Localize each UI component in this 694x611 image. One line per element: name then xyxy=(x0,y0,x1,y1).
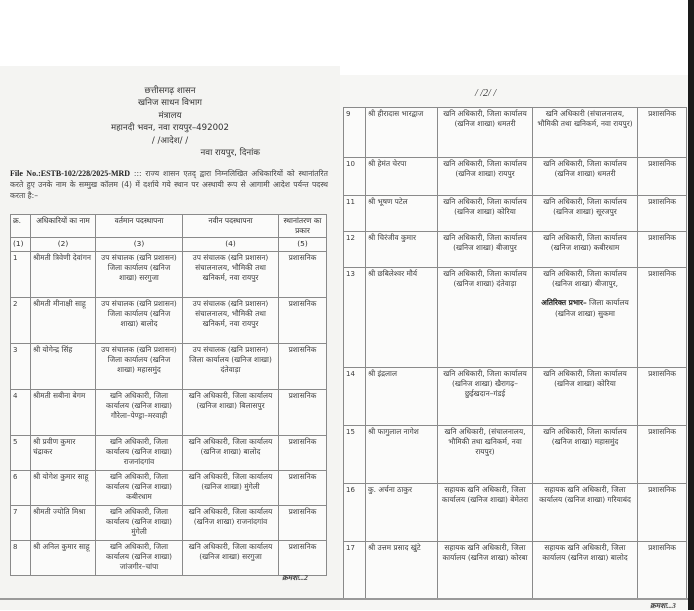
officer-name: श्री फागुलाल नागेश xyxy=(366,426,438,484)
col-number: (1) xyxy=(11,238,31,251)
new-posting: खनि अधिकारी (संचालनालय, भौमिकी तथा खनिकर्म, नवा रायपुर) xyxy=(533,108,638,158)
table-row xyxy=(344,196,687,232)
table-row xyxy=(344,426,687,484)
col-header-serial: क्र. xyxy=(11,215,31,238)
transfer-type: प्रशासनिक xyxy=(638,426,687,484)
page-number: / /2/ / xyxy=(475,88,497,99)
table-row xyxy=(11,540,327,575)
current-posting: खनि अधिकारी, जिला कार्यालय (खनिज शाखा) कबीरधाम xyxy=(96,470,183,505)
file-number: File No.:ESTB-102/228/2025-MRD xyxy=(10,169,131,178)
order-title: / /आदेश/ / xyxy=(151,135,189,146)
table-row xyxy=(11,343,327,389)
new-posting: खनि अधिकारी, जिला कार्यालय (खनिज शाखा) कबीरधाम xyxy=(533,232,638,268)
col-number: (3) xyxy=(96,238,183,251)
transfer-type: प्रशासनिक xyxy=(279,435,327,470)
new-posting: खनि अधिकारी, जिला कार्यालय (खनिज शाखा) महासमुंद xyxy=(533,426,638,484)
current-posting: उप संचालक (खनि प्रशासन) जिला कार्यालय (खनिज शाखा) सरगुजा xyxy=(96,251,183,297)
transfer-type: प्रशासनिक xyxy=(279,251,327,297)
serial-number: 16 xyxy=(344,484,366,542)
col-number: (5) xyxy=(279,238,327,251)
officer-name: कु. अर्चना ठाकुर xyxy=(366,484,438,542)
new-posting: सहायक खनि अधिकारी, जिला कार्यालय (खनिज शाखा) बालोद xyxy=(533,542,638,600)
order-intro xyxy=(10,168,328,201)
serial-number: 11 xyxy=(344,196,366,232)
transfer-type: प्रशासनिक xyxy=(279,389,327,435)
letterhead xyxy=(60,85,280,159)
officer-name: श्री हीरादास भारद्वाज xyxy=(366,108,438,158)
serial-number: 5 xyxy=(11,435,31,470)
col-number: (2) xyxy=(31,238,96,251)
serial-number: 6 xyxy=(11,470,31,505)
officer-name: श्री प्रवीण कुमार चंद्राकर xyxy=(31,435,96,470)
officer-name: श्री भूषण पटेल xyxy=(366,196,438,232)
current-posting: सहायक खनि अधिकारी, जिला कार्यालय (खनिज शाखा) बेमेतरा xyxy=(438,484,533,542)
table-row xyxy=(344,368,687,426)
serial-number: 8 xyxy=(11,540,31,575)
serial-number: 15 xyxy=(344,426,366,484)
officer-name: श्री योगेश कुमार साहू xyxy=(31,470,96,505)
table-row xyxy=(11,297,327,343)
current-posting: उप संचालक (खनि प्रशासन) जिला कार्यालय (खनिज शाखा) महासमुंद xyxy=(96,343,183,389)
officer-name: श्री उत्तम प्रसाद खुंटे xyxy=(366,542,438,600)
table-row xyxy=(11,505,327,540)
date-line: नवा रायपुर, दिनांक xyxy=(200,148,260,159)
col-header-transfer-type: स्थानांतरण का प्रकार xyxy=(279,215,327,238)
table-row xyxy=(11,251,327,297)
transfer-type: प्रशासनिक xyxy=(638,268,687,368)
current-posting: खनि अधिकारी, जिला कार्यालय (खनिज शाखा) धमतरी xyxy=(438,108,533,158)
transfer-type: प्रशासनिक xyxy=(638,368,687,426)
new-posting: खनि अधिकारी, जिला कार्यालय (खनिज शाखा) बालोद xyxy=(183,435,279,470)
new-posting-primary: खनि अधिकारी, जिला कार्यालय (खनिज शाखा) बीजापुर, xyxy=(543,269,627,289)
table-row xyxy=(344,108,687,158)
table-row xyxy=(344,484,687,542)
transfer-table-page-1 xyxy=(10,214,327,576)
transfer-type: प्रशासनिक xyxy=(638,158,687,196)
table-row xyxy=(11,389,327,435)
current-posting: खनि अधिकारी, (संचालनालय, भौमिकी तथा खनिकर्म, नवा रायपुर) xyxy=(438,426,533,484)
current-posting: सहायक खनि अधिकारी, जिला कार्यालय (खनिज शाखा) कोरबा xyxy=(438,542,533,600)
page-bottom-edge xyxy=(0,598,694,600)
transfer-type: प्रशासनिक xyxy=(279,505,327,540)
table-row xyxy=(11,435,327,470)
new-posting: उप संचालक (खनि प्रशासन) जिला कार्यालय (खनिज शाखा) दंतेवाड़ा xyxy=(183,343,279,389)
serial-number: 9 xyxy=(344,108,366,158)
new-posting: उप संचालक (खनि प्रशासन) संचालनालय, भौमिकी तथा खनिकर्म, नवा रायपुर xyxy=(183,251,279,297)
transfer-type: प्रशासनिक xyxy=(638,108,687,158)
government-name: छत्तीसगढ़ शासन xyxy=(144,86,196,96)
officer-name: श्रीमती मीनाक्षी साहू xyxy=(31,297,96,343)
current-posting: खनि अधिकारी, जिला कार्यालय (खनिज शाखा) खैरागढ़–छुईखदान–गंडई xyxy=(438,368,533,426)
table-row xyxy=(344,542,687,600)
serial-number: 17 xyxy=(344,542,366,600)
serial-number: 12 xyxy=(344,232,366,268)
current-posting: खनि अधिकारी, जिला कार्यालय (खनिज शाखा) मुंगेली xyxy=(96,505,183,540)
serial-number: 14 xyxy=(344,368,366,426)
table-row xyxy=(344,268,687,368)
continued-marker: क्रमशः...2 xyxy=(282,573,308,582)
additional-charge-label: अतिरिक्त प्रभार– xyxy=(541,298,587,308)
transfer-type: प्रशासनिक xyxy=(279,343,327,389)
table-header-row xyxy=(11,215,327,238)
address: महानदी भवन, नवा रायपुर–492002 xyxy=(110,123,229,134)
department-name: खनिज साधन विभाग xyxy=(137,98,203,109)
new-posting: खनि अधिकारी, जिला कार्यालय (खनिज शाखा) मुंगेली xyxy=(183,470,279,505)
officer-name: श्रीमती ज्योति मिश्रा xyxy=(31,505,96,540)
new-posting: खनि अधिकारी, जिला कार्यालय (खनिज शाखा) सूरजपुर xyxy=(533,196,638,232)
transfer-type: प्रशासनिक xyxy=(638,196,687,232)
new-posting: खनि अधिकारी, जिला कार्यालय (खनिज शाखा) बिलासपुर xyxy=(183,389,279,435)
officer-name: श्रीमती त्रिवेणी देवांगन xyxy=(31,251,96,297)
col-header-new-posting: नवीन पदस्थापना xyxy=(183,215,279,238)
officer-name: श्रीमती सबीना बेगम xyxy=(31,389,96,435)
serial-number: 4 xyxy=(11,389,31,435)
new-posting: खनि अधिकारी, जिला कार्यालय (खनिज शाखा) कोरिया xyxy=(533,368,638,426)
current-posting: खनि अधिकारी, जिला कार्यालय (खनिज शाखा) गौरेला–पेण्ड्रा–मरवाही xyxy=(96,389,183,435)
col-number: (4) xyxy=(183,238,279,251)
current-posting: खनि अधिकारी, जिला कार्यालय (खनिज शाखा) रायपुर xyxy=(438,158,533,196)
transfer-type: प्रशासनिक xyxy=(638,232,687,268)
current-posting: खनि अधिकारी, जिला कार्यालय (खनिज शाखा) बीजापुर xyxy=(438,232,533,268)
continued-marker: क्रमशः...3 xyxy=(650,601,676,610)
new-posting: खनि अधिकारी, जिला कार्यालय (खनिज शाखा) धमतरी xyxy=(533,158,638,196)
additional-charge xyxy=(535,298,635,318)
current-posting: उप संचालक (खनि प्रशासन) जिला कार्यालय (खनिज शाखा) बालोद xyxy=(96,297,183,343)
transfer-table-page-2 xyxy=(343,107,687,600)
new-posting: उप संचालक (खनि प्रशासन) संचालनालय, भौमिकी तथा खनिकर्म, नवा रायपुर xyxy=(183,297,279,343)
officer-name: श्री योगेन्द्र सिंह xyxy=(31,343,96,389)
serial-number: 13 xyxy=(344,268,366,368)
table-row xyxy=(11,470,327,505)
ministry-name: मंत्रालय xyxy=(158,110,182,121)
new-posting: सहायक खनि अधिकारी, जिला कार्यालय (खनिज शाखा) गरियाबंद xyxy=(533,484,638,542)
additional-charge-text: जिला कार्यालय (खनिज शाखा) सुकमा xyxy=(555,298,629,318)
transfer-type: प्रशासनिक xyxy=(638,484,687,542)
serial-number: 1 xyxy=(11,251,31,297)
new-posting: खनि अधिकारी, जिला कार्यालय (खनिज शाखा) राजनांदगांव xyxy=(183,505,279,540)
col-header-current-posting: वर्तमान पदस्थापना xyxy=(96,215,183,238)
serial-number: 7 xyxy=(11,505,31,540)
column-number-row xyxy=(11,238,327,251)
current-posting: खनि अधिकारी, जिला कार्यालय (खनिज शाखा) राजनांदगांव xyxy=(96,435,183,470)
transfer-type: प्रशासनिक xyxy=(279,297,327,343)
intro-text: ::: राज्य शासन एतद् द्वारा निम्नलिखित अधिकारियों को स्थानांतरित करते हुए उनके नाम के सम्मुख कॉलम (4) में दर्शाये गये स्थान पर अस्थायी रूप से आगामी आदेश पर्यन्त पदस्थ करता है:– xyxy=(10,169,328,200)
officer-name: श्री हेमंत चेरपा xyxy=(366,158,438,196)
current-posting: खनि अधिकारी, जिला कार्यालय (खनिज शाखा) दंतेवाड़ा xyxy=(438,268,533,368)
serial-number: 3 xyxy=(11,343,31,389)
table-row xyxy=(344,158,687,196)
new-posting: खनि अधिकारी, जिला कार्यालय (खनिज शाखा) सरगुजा xyxy=(183,540,279,575)
transfer-type: प्रशासनिक xyxy=(279,540,327,575)
serial-number: 10 xyxy=(344,158,366,196)
current-posting: खनि अधिकारी, जिला कार्यालय (खनिज शाखा) कोरिया xyxy=(438,196,533,232)
scan-edge xyxy=(688,0,694,610)
table-row xyxy=(344,232,687,268)
officer-name: श्री इंद्रलाल xyxy=(366,368,438,426)
transfer-type: प्रशासनिक xyxy=(279,470,327,505)
officer-name: श्री छबिलेश्वर मौर्य xyxy=(366,268,438,368)
transfer-type: प्रशासनिक xyxy=(638,542,687,600)
officer-name: श्री चिरंजीव कुमार xyxy=(366,232,438,268)
col-header-name: अधिकारियों का नाम xyxy=(31,215,96,238)
current-posting: खनि अधिकारी, जिला कार्यालय (खनिज शाखा) जांजगीर–चांपा xyxy=(96,540,183,575)
serial-number: 2 xyxy=(11,297,31,343)
new-posting xyxy=(533,268,638,368)
officer-name: श्री अनिल कुमार साहू xyxy=(31,540,96,575)
